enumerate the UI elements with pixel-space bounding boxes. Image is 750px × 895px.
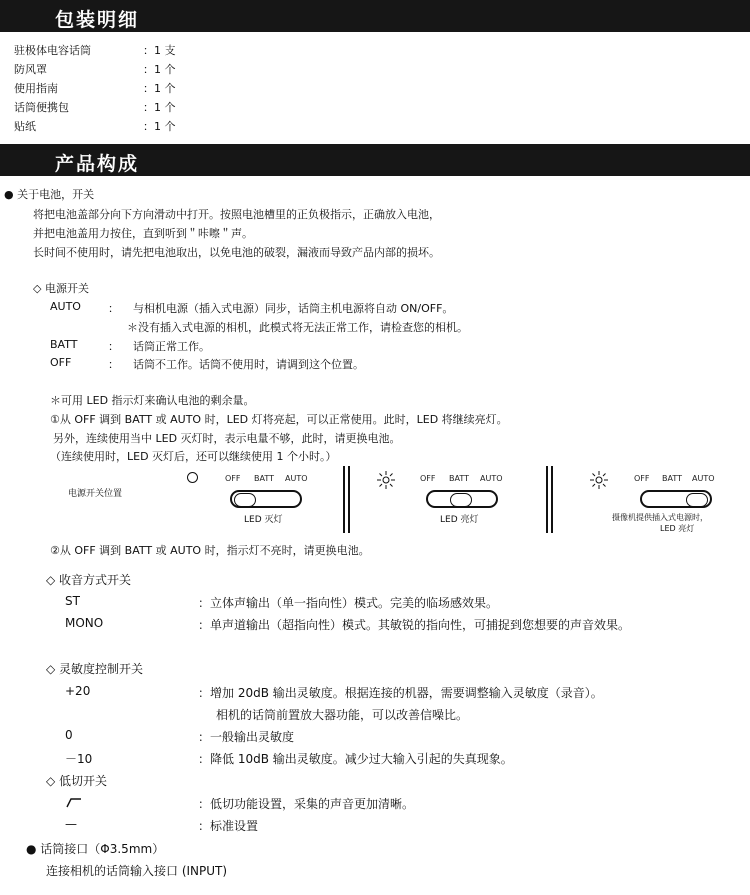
sensitivity-text: ：一般输出灵敏度 bbox=[198, 730, 295, 744]
circle-icon bbox=[187, 472, 198, 483]
pickup-key: ST bbox=[65, 594, 80, 608]
low-cut-icon bbox=[66, 796, 82, 808]
led-caption: LED 灭灯 bbox=[244, 515, 283, 525]
packing-item-name: 话筒便携包 bbox=[14, 101, 69, 114]
auto-label: AUTO bbox=[285, 474, 308, 483]
power-switch-text: 话筒不工作。话筒不使用时，请调到这个位置。 bbox=[133, 358, 364, 371]
lowcut-text: ：低切功能设置，采集的声音更加清晰。 bbox=[198, 797, 415, 811]
power-switch-key: OFF bbox=[50, 356, 72, 369]
off-label: OFF bbox=[225, 474, 241, 483]
led-caption: LED 亮灯 bbox=[440, 515, 479, 525]
sensitivity-key: +20 bbox=[65, 684, 91, 698]
packing-item-name: 使用指南 bbox=[14, 82, 58, 95]
switch-knob bbox=[686, 493, 708, 507]
sensitivity-heading: ◇ 灵敏度控制开关 bbox=[46, 662, 144, 676]
packing-item-qty: ：1 个 bbox=[143, 82, 176, 95]
switch-knob bbox=[450, 493, 472, 507]
jack-line: 连接相机的话筒输入接口 (INPUT) bbox=[46, 864, 228, 878]
power-switch-colon: ： bbox=[108, 302, 119, 315]
sensitivity-text: ：降低 10dB 输出灵敏度。减少过大输入引起的失真现象。 bbox=[198, 752, 513, 766]
pickup-key: MONO bbox=[65, 616, 104, 630]
power-switch-colon: ： bbox=[108, 340, 119, 353]
light-burst-icon bbox=[376, 470, 396, 490]
divider bbox=[551, 466, 553, 533]
off-label: OFF bbox=[634, 474, 650, 483]
led-note: （连续使用时，LED 灭灯后，还可以继续使用 1 个小时。） bbox=[50, 450, 337, 463]
packing-item-name: 贴纸 bbox=[14, 120, 36, 133]
packing-item-qty: ：1 个 bbox=[143, 120, 176, 133]
composition-header-bar bbox=[0, 144, 750, 176]
packing-item-name: 防风罩 bbox=[14, 63, 47, 76]
power-switch-heading: ◇ 电源开关 bbox=[33, 282, 89, 295]
battery-line: 长时间不使用时，请先把电池取出，以免电池的破裂，漏液而导致产品内部的损坏。 bbox=[33, 246, 440, 259]
lowcut-heading: ◇ 低切开关 bbox=[46, 774, 108, 788]
lowcut-key: — bbox=[65, 817, 77, 831]
packing-item-qty: ：1 个 bbox=[143, 63, 176, 76]
switch-slider bbox=[426, 490, 498, 508]
pickup-text: ：立体声输出（单一指向性）模式。完美的临场感效果。 bbox=[198, 596, 499, 610]
sensitivity-key: 0 bbox=[65, 728, 73, 742]
sensitivity-text: 相机的话筒前置放大器功能，可以改善信噪比。 bbox=[216, 708, 469, 722]
power-switch-text: 与相机电源（插入式电源）同步，话筒主机电源将自动 ON/OFF。 bbox=[133, 302, 454, 315]
light-burst-icon bbox=[589, 470, 609, 490]
sensitivity-key: －10 bbox=[65, 752, 93, 766]
packing-header-bar bbox=[0, 0, 750, 32]
pickup-heading: ◇ 收音方式开关 bbox=[46, 573, 132, 587]
switch-slider bbox=[230, 490, 302, 508]
power-switch-text: ＊没有插入式电源的相机，此模式将无法正常工作，请检查您的相机。 bbox=[127, 321, 468, 334]
led-note: ＊可用 LED 指示灯来确认电池的剩余量。 bbox=[50, 394, 255, 407]
led-note: ①从 OFF 调到 BATT 或 AUTO 时，LED 灯将亮起，可以正常使用。此时，LED 将继续亮灯。 bbox=[50, 413, 508, 426]
switch-position-label: 电源开关位置 bbox=[68, 489, 123, 499]
switch-knob bbox=[234, 493, 256, 507]
jack-heading: ● 话筒接口（Φ3.5mm） bbox=[26, 842, 165, 856]
sensitivity-text: ：增加 20dB 输出灵敏度。根据连接的机器，需要调整输入灵敏度（录音）。 bbox=[198, 686, 603, 700]
lowcut-text: ：标准设置 bbox=[198, 819, 259, 833]
battery-line: 将把电池盖部分向下方向滑动中打开。按照电池槽里的正负极指示，正确放入电池， bbox=[33, 208, 440, 221]
auto-label: AUTO bbox=[692, 474, 715, 483]
switch-slider bbox=[640, 490, 712, 508]
divider bbox=[348, 466, 350, 533]
power-switch-colon: ： bbox=[108, 358, 119, 371]
packing-item-qty: ：1 支 bbox=[143, 44, 176, 57]
led-note: 另外，连续使用当中 LED 灭灯时，表示电量不够，此时，请更换电池。 bbox=[53, 432, 401, 445]
power-switch-key: AUTO bbox=[50, 300, 81, 313]
battery-line: 并把电池盖用力按住，直到听到＂咔嚓＂声。 bbox=[33, 227, 253, 240]
led-note: ②从 OFF 调到 BATT 或 AUTO 时，指示灯不亮时，请更换电池。 bbox=[50, 544, 370, 557]
battery-heading: ● 关于电池，开关 bbox=[4, 188, 95, 201]
off-label: OFF bbox=[420, 474, 436, 483]
divider bbox=[546, 466, 548, 533]
batt-label: BATT bbox=[449, 474, 469, 483]
power-switch-key: BATT bbox=[50, 338, 78, 351]
pickup-text: ：单声道输出（超指向性）模式。其敏锐的指向性，可捕捉到您想要的声音效果。 bbox=[198, 618, 631, 632]
divider bbox=[343, 466, 345, 533]
packing-item-name: 驻极体电容话筒 bbox=[14, 44, 91, 57]
led-caption: LED 亮灯 bbox=[660, 524, 695, 533]
auto-label: AUTO bbox=[480, 474, 503, 483]
packing-title: 包装明细 bbox=[55, 9, 140, 31]
batt-label: BATT bbox=[662, 474, 682, 483]
batt-label: BATT bbox=[254, 474, 274, 483]
packing-item-qty: ：1 个 bbox=[143, 101, 176, 114]
led-caption: 摄像机提供插入式电源时， bbox=[612, 513, 708, 522]
power-switch-text: 话筒正常工作。 bbox=[133, 340, 210, 353]
composition-title: 产品构成 bbox=[55, 153, 140, 175]
